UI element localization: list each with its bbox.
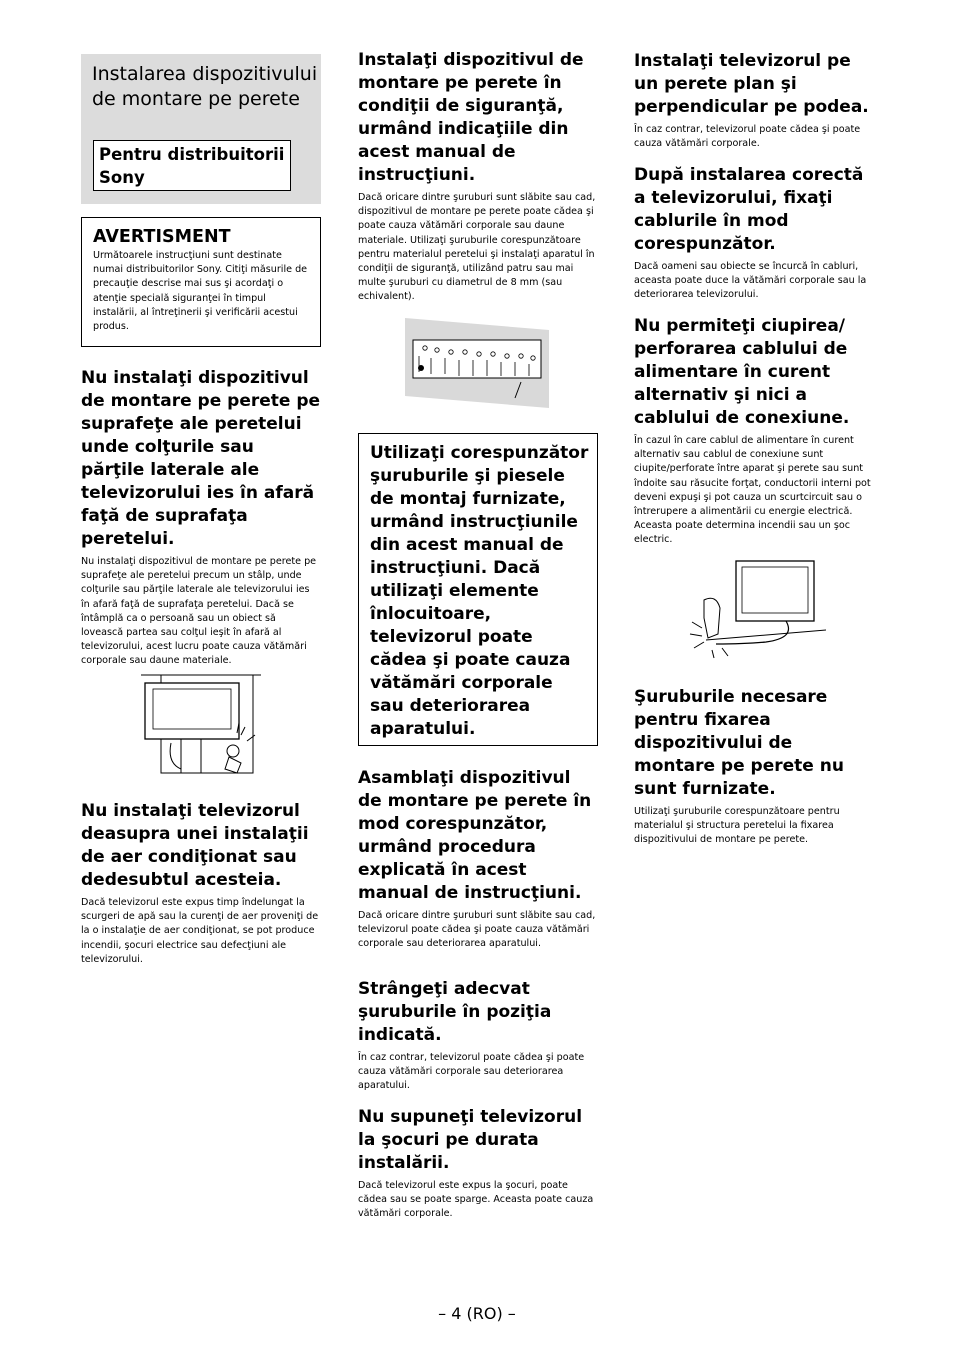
section-heading: Strângeţi adecvat şuruburile în poziţia indicată. <box>358 979 552 1045</box>
section-subtitle: Pentru distribuitorii Sony <box>93 140 291 191</box>
section-text: Dacă oricare dintre şuruburi sunt slăbite sau cad, televizorul poate cădea şi poate cauza vătămări corporale sau deteriorarea aparatului. <box>358 910 596 950</box>
section-safe-installation <box>358 49 598 305</box>
warning-box <box>81 217 321 347</box>
section-text: Utilizaţi şuruburile corespunzătoare pentru materialul şi structura peretelui la fixarea dispozitivului de montare pe perete. <box>634 806 840 846</box>
section-heading: Nu supuneţi televizorul la şocuri pe durata instalării. <box>358 1107 583 1173</box>
important-note-box <box>358 433 598 746</box>
section-heading: Nu instalaţi televizorul deasupra unei instalaţii de aer condiţionat sau dedesubtul acesteia. <box>81 801 309 890</box>
section-text: În caz contrar, televizorul poate cădea şi poate cauza vătămări corporale sau deteriorarea aparatului. <box>358 1052 585 1092</box>
section-heading: Nu permiteţi ciupirea/ perforarea cablului de alimentare în curent alternativ şi nici a cablului de conexiune. <box>634 316 850 428</box>
wall-bracket-illustration <box>405 318 549 408</box>
section-cable-pinching <box>634 315 874 548</box>
section-text: Dacă televizorul este expus la şocuri, poate cădea sau se poate sparge. Aceasta poate cauza vătămări corporale. <box>358 1180 594 1220</box>
section-flat-wall <box>634 50 874 151</box>
section-text: Dacă oameni sau obiecte se încurcă în cabluri, aceasta poate duce la vătămări corporale sau la deteriorarea televizorului. <box>634 261 867 301</box>
page-number: – 4 (RO) – <box>438 1304 516 1323</box>
section-heading: Asamblaţi dispozitivul de montare pe perete în mod corespunzător, urmând procedura explicată în acest manual de instrucţiuni. <box>358 768 592 903</box>
section-heading: Instalaţi televizorul pe un perete plan şi perpendicular pe podea. <box>634 51 869 117</box>
section-title: Instalarea dispozitivului de montare pe perete <box>92 63 318 110</box>
section-assemble-bracket <box>358 767 598 952</box>
section-text: În caz contrar, televizorul poate cădea şi poate cauza vătămări corporale. <box>634 124 861 150</box>
pinched-cable-illustration <box>686 558 826 660</box>
section-fix-cables <box>634 164 874 303</box>
section-heading: Instalaţi dispozitivul de montare pe perete în condiţii de siguranţă, urmând indicaţiile din acest manual de instrucţiuni. <box>358 50 584 185</box>
section-title-box <box>81 54 321 204</box>
section-screws-not-supplied <box>634 686 874 848</box>
section-text: Dacă oricare dintre şuruburi sunt slăbite sau cad, dispozitivul de montare pe perete poate cădea şi poate cauza vătămări corporale sau daune materiale. Utilizaţi şuruburile corespunzătoare pentru materialul peretelui şi instalaţi aparatul în condiţii de siguranţă, utilizând patru sau mai multe şuruburi cu diametrul de 8 mm (sau echivalent). <box>358 192 596 303</box>
section-no-shocks <box>358 1106 598 1222</box>
section-text: Dacă televizorul este expus timp îndelungat la scurgeri de apă sau la curenţi de aer proveniţi de la o instalaţie de aer condiţionat, se pot produce incendii, şocuri electrice sau defecţiuni ale televizorului. <box>81 897 319 965</box>
section-heading: După instalarea corectă a televizorului, fixaţi cablurile în mod corespunzător. <box>634 165 864 254</box>
section-heading: Nu instalaţi dispozitivul de montare pe perete pe suprafeţe ale peretelui unde colţurile sau părţile laterale ale televizorului ies în afară faţă de suprafaţa peretelui. <box>81 368 321 549</box>
section-heading: Şuruburile necesare pentru fixarea dispozitivului de montare pe perete nu sunt furnizate. <box>634 687 844 799</box>
section-protruding-corners <box>81 367 321 669</box>
section-text: Nu instalaţi dispozitivul de montare pe perete pe suprafeţe ale peretelui precum un stâlp, unde colţurile sau părţile laterale ale televizorului ies în afară faţă de suprafaţa peretelui. Dacă se întâmplă ca o persoană sau un obiect să lovească partea sau colţul ieşit în afară al televizorului, acest lucru poate cauza vătămări corporale sau daune materiale. <box>81 556 317 667</box>
section-tighten-screws <box>358 978 598 1094</box>
note-text: Utilizaţi corespunzător şuruburile şi piesele de montaj furnizate, urmând instrucţiunile din acest manual de instrucţiuni. Dacă utilizaţi elemente înlocuitoare, televizorul poate cădea şi poate cauza vătămări corporale sau deteriorarea aparatului. <box>370 443 589 739</box>
section-text: În cazul în care cablul de alimentare în curent alternativ sau cablul de conexiune sunt ciupite/perforate între aparat şi perete sau sunt îndoite sau răsucite forţat, conductorii interni pot deveni expuşi şi pot cauza un scurtcircuit sau o întrerupere a alimentării cu energie electrică. Aceasta poate determina incendii sau un şoc electric. <box>634 435 871 546</box>
section-air-conditioner <box>81 800 321 967</box>
warning-heading: AVERTISMENT <box>93 227 231 247</box>
warning-text: Următoarele instrucţiuni sunt destinate numai distribuitorilor Sony. Citiţi măsurile de precauţie descrise mai sus şi acordaţi o atenţie specială siguranţei în timpul instalării, al întreţinerii şi verificării acestui produs. <box>93 250 308 333</box>
tv-on-pillar-illustration <box>141 673 261 777</box>
